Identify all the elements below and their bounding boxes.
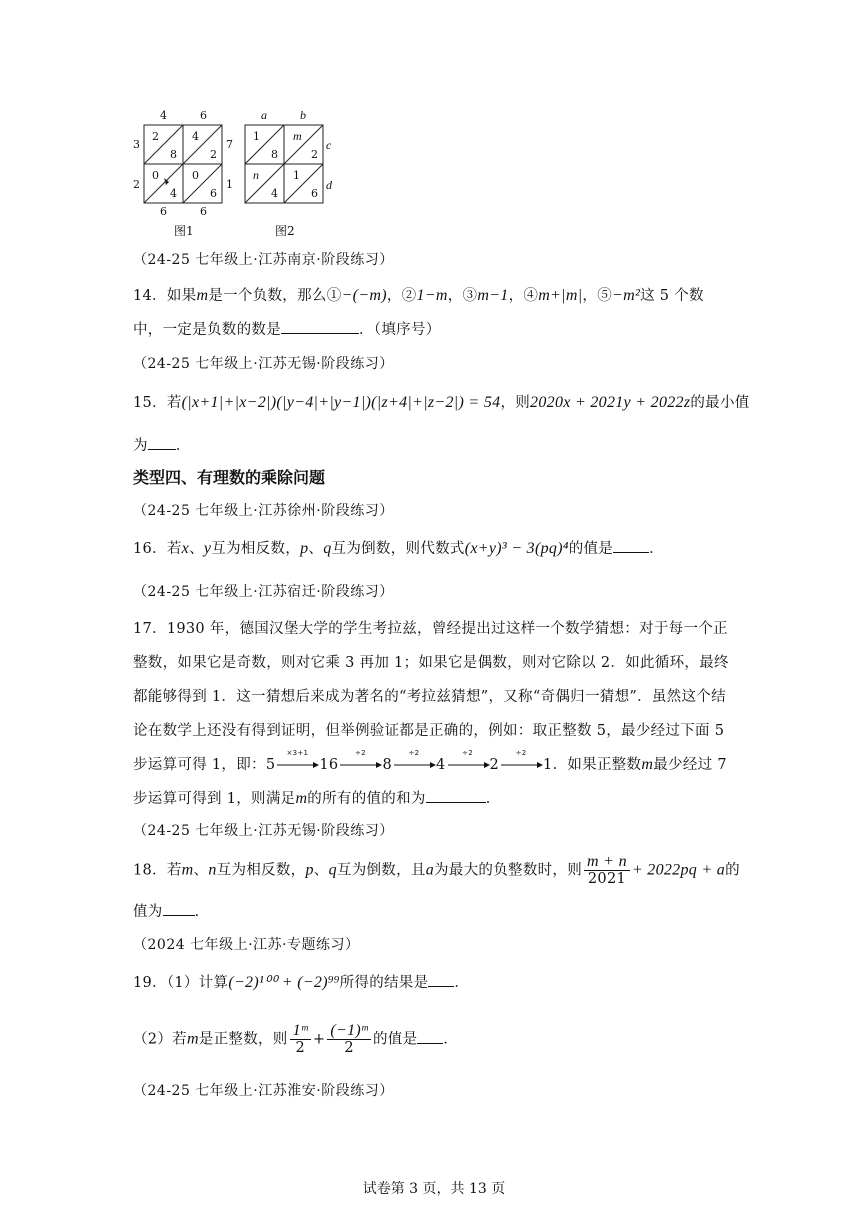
fig2-top-2: b <box>300 108 306 122</box>
figure-1-caption: 图1 <box>174 224 194 238</box>
question-14-line-2 <box>133 318 441 339</box>
text: ，② <box>386 288 417 304</box>
question-19-part-1 <box>133 971 469 992</box>
text: ，③ <box>447 288 478 304</box>
fig1-top-1: 4 <box>160 109 167 122</box>
fraction-denominator: 2 <box>344 1040 354 1056</box>
math-var: m <box>641 756 654 773</box>
text: ，⑤ <box>582 288 612 304</box>
fig1-cell: 2 <box>152 130 159 143</box>
question-16 <box>133 537 664 558</box>
fig2-cell: 6 <box>311 187 318 200</box>
text: 是正整数，则 <box>198 1031 288 1048</box>
math-var: q <box>328 861 337 879</box>
text: ． <box>485 791 501 807</box>
question-17-line-5 <box>133 749 727 774</box>
math-expr: (−2)¹⁰⁰ + (−2)⁹⁹ <box>228 974 340 991</box>
fig2-top-1: a <box>261 108 267 122</box>
text: 的 <box>725 862 740 879</box>
arrow-op: ×3+1 <box>286 749 309 757</box>
math-var: m <box>196 287 209 304</box>
question-18-line-1 <box>133 853 740 888</box>
fig1-cell: 6 <box>210 187 217 200</box>
math-expr: (x+y)³ − 3(pq)⁴ <box>464 540 569 557</box>
fraction-denominator: 2021 <box>587 871 626 887</box>
fig2-cell: 4 <box>271 187 278 200</box>
question-17-line-4: 论在数学上还没有得到证明，但举例验证都是正确的，例如：取正整数 5，最少经过下面 5 <box>133 723 725 739</box>
math-var: a <box>425 861 435 879</box>
chain-number: 1 <box>543 757 553 773</box>
plus-sign: + <box>312 1031 326 1048</box>
fraction-numerator: (−1)ᵐ <box>327 1022 371 1040</box>
arrow-icon <box>338 749 382 772</box>
text: 、 <box>313 862 329 879</box>
text: 、 <box>193 862 209 879</box>
question-source: （24-25 七年级上·江苏宿迁·阶段练习） <box>133 584 394 600</box>
fraction <box>290 1022 311 1057</box>
fig2-cell: 8 <box>271 148 278 161</box>
text: 互为倒数，则代数式 <box>331 541 465 557</box>
question-source: （2024 七年级上·江苏·专题练习） <box>133 937 360 953</box>
fig1-cell: 4 <box>170 187 177 200</box>
question-14-line-1 <box>133 284 704 305</box>
fig1-bottom-2: 6 <box>200 205 207 218</box>
fraction <box>327 1022 371 1057</box>
text: 为最大的负整数时，则 <box>434 862 583 879</box>
math-var: m <box>181 861 194 879</box>
fig2-right-2: d <box>326 178 332 192</box>
page-footer: 试卷第 3 页，共 13 页 <box>362 1181 506 1197</box>
question-18-line-2 <box>133 900 209 921</box>
math-expr: −(−m) <box>341 287 387 304</box>
question-17-line-6 <box>133 787 501 808</box>
question-source: （24-25 七年级上·江苏无锡·阶段练习） <box>133 356 394 372</box>
fig2-cell: 2 <box>311 148 318 161</box>
figure-1 <box>130 108 240 223</box>
text: ． <box>194 904 210 920</box>
fraction <box>584 853 630 888</box>
fig2-cell: 1 <box>293 169 300 182</box>
text: 的最小值 <box>690 395 750 411</box>
text: 14．如果 <box>133 288 197 304</box>
text: 互为相反数， <box>211 541 301 557</box>
figure-2 <box>240 108 350 223</box>
arrow-op: ÷2 <box>515 749 527 757</box>
text: 是一个负数，那么① <box>208 288 342 304</box>
text: ．（填序号） <box>359 322 441 338</box>
math-var: q <box>323 540 332 557</box>
math-expr: −m² <box>612 287 641 304</box>
fraction-numerator: 1ᵐ <box>290 1022 311 1040</box>
fig2-right-1: c <box>326 138 332 152</box>
math-var: n <box>208 861 217 879</box>
chain-number: 8 <box>382 757 392 773</box>
text: 19．（1）计算 <box>133 975 229 991</box>
math-expr: + 2022pq + a <box>631 861 726 879</box>
fig1-top-2: 6 <box>200 109 207 122</box>
answer-blank[interactable] <box>148 435 176 450</box>
answer-blank[interactable] <box>163 901 195 916</box>
answer-blank[interactable] <box>426 788 486 803</box>
question-17-line-1: 17．1930 年，德国汉堡大学的学生考拉兹，曾经提出过这样一个数学猜想：对于每一个正 <box>133 621 728 637</box>
chain-number: 16 <box>319 757 339 773</box>
chain-number: 4 <box>435 757 446 773</box>
question-source: （24-25 七年级上·江苏南京·阶段练习） <box>133 252 394 268</box>
math-var: m <box>186 1030 199 1048</box>
text: 为 <box>133 438 148 454</box>
chain-number: 2 <box>489 757 500 773</box>
math-expr: 2020x + 2021y + 2022z <box>530 394 691 411</box>
text: 这 5 个数 <box>640 288 704 304</box>
text: ． <box>175 438 191 454</box>
text: 所得的结果是 <box>339 975 429 991</box>
math-expr: m+|m| <box>538 287 583 304</box>
text: 18．若 <box>133 862 182 879</box>
fig1-right-1: 7 <box>226 138 233 151</box>
text: 16．若 <box>133 541 182 557</box>
answer-blank[interactable] <box>428 972 454 987</box>
arrow-icon <box>392 749 436 772</box>
math-var: p <box>300 540 309 557</box>
text: 15．若 <box>133 395 182 411</box>
fig2-cell: m <box>293 129 302 143</box>
arrow-op: ÷2 <box>354 749 366 757</box>
figure-1-grid <box>130 108 240 223</box>
answer-blank[interactable] <box>417 1029 443 1044</box>
fig1-cell: 0 <box>192 169 199 182</box>
text: 的所有的值的和为 <box>307 791 426 807</box>
math-var: p <box>305 861 314 879</box>
fig1-right-2: 1 <box>226 178 233 191</box>
text: 互为倒数，且 <box>336 862 426 879</box>
arrow-icon <box>446 749 490 772</box>
text: ，则 <box>500 395 531 411</box>
math-var: y <box>203 540 212 557</box>
fig1-left-1: 3 <box>133 138 140 151</box>
math-var: x <box>181 540 190 557</box>
math-expr: m−1 <box>477 287 509 304</box>
answer-blank[interactable] <box>281 319 359 334</box>
question-source: （24-25 七年级上·江苏无锡·阶段练习） <box>133 823 394 839</box>
arrow-op: ÷2 <box>462 749 473 757</box>
question-17-line-2: 整数，如果它是奇数，则对它乘 3 再加 1；如果它是偶数，则对它除以 2．如此循环，最终 <box>133 655 729 671</box>
question-15-line-2 <box>133 434 191 455</box>
text: 最少经过 7 <box>653 757 727 773</box>
fraction-denominator: 2 <box>295 1040 306 1056</box>
text: 步运算可得到 1，则满足 <box>133 791 296 807</box>
arrow-icon <box>275 749 319 772</box>
question-15-line-1 <box>133 391 750 412</box>
answer-blank[interactable] <box>613 538 649 553</box>
question-19-part-2 <box>133 1022 458 1057</box>
arrow-op: ÷2 <box>408 749 420 757</box>
fraction-numerator: m + n <box>584 853 630 871</box>
question-source: （24-25 七年级上·江苏淮安·阶段练习） <box>133 1083 394 1099</box>
question-source: （24-25 七年级上·江苏徐州·阶段练习） <box>133 503 394 519</box>
section-heading: 类型四、有理数的乘除问题 <box>133 468 326 487</box>
question-17-line-3: 都能够得到 1．这一猜想后来成为著名的“考拉兹猜想”，又称“奇偶归一猜想”．虽然这个结 <box>133 689 726 705</box>
fig1-cell: 4 <box>192 130 199 143</box>
math-var: m <box>295 790 308 807</box>
text: 的值是 <box>568 541 614 557</box>
text: ． <box>454 975 470 991</box>
math-expr: 1−m <box>416 287 448 304</box>
arrow-icon <box>499 749 543 772</box>
text: 值为 <box>133 904 163 920</box>
text: 、 <box>308 541 324 557</box>
figure-2-caption: 图2 <box>275 224 295 238</box>
fig1-left-2: 2 <box>133 178 140 191</box>
fig2-cell: 1 <box>253 130 260 143</box>
fig1-cell: 0 <box>152 169 159 182</box>
fig1-cell: 2 <box>210 148 217 161</box>
text: 、 <box>189 541 204 557</box>
text: 的值是 <box>372 1031 418 1048</box>
fig1-cell: 8 <box>170 148 177 161</box>
fig1-bottom-1: 6 <box>160 205 167 218</box>
text: ． <box>649 541 664 557</box>
text: ．如果正整数 <box>552 757 642 773</box>
fig2-cell: n <box>253 168 259 182</box>
text: （2）若 <box>133 1031 187 1048</box>
text: ，④ <box>508 288 539 304</box>
chain-number: 5 <box>265 757 276 773</box>
math-expr: (|x+1|+|x−2|)(|y−4|+|y−1|)(|z+4|+|z−2|) = 54 <box>181 394 501 411</box>
text: ． <box>443 1031 459 1048</box>
figure-2-grid <box>240 108 350 223</box>
text: 互为相反数， <box>216 862 306 879</box>
text: 步运算可得 1，即： <box>133 757 266 773</box>
text: 中，一定是负数的数是 <box>133 322 281 338</box>
